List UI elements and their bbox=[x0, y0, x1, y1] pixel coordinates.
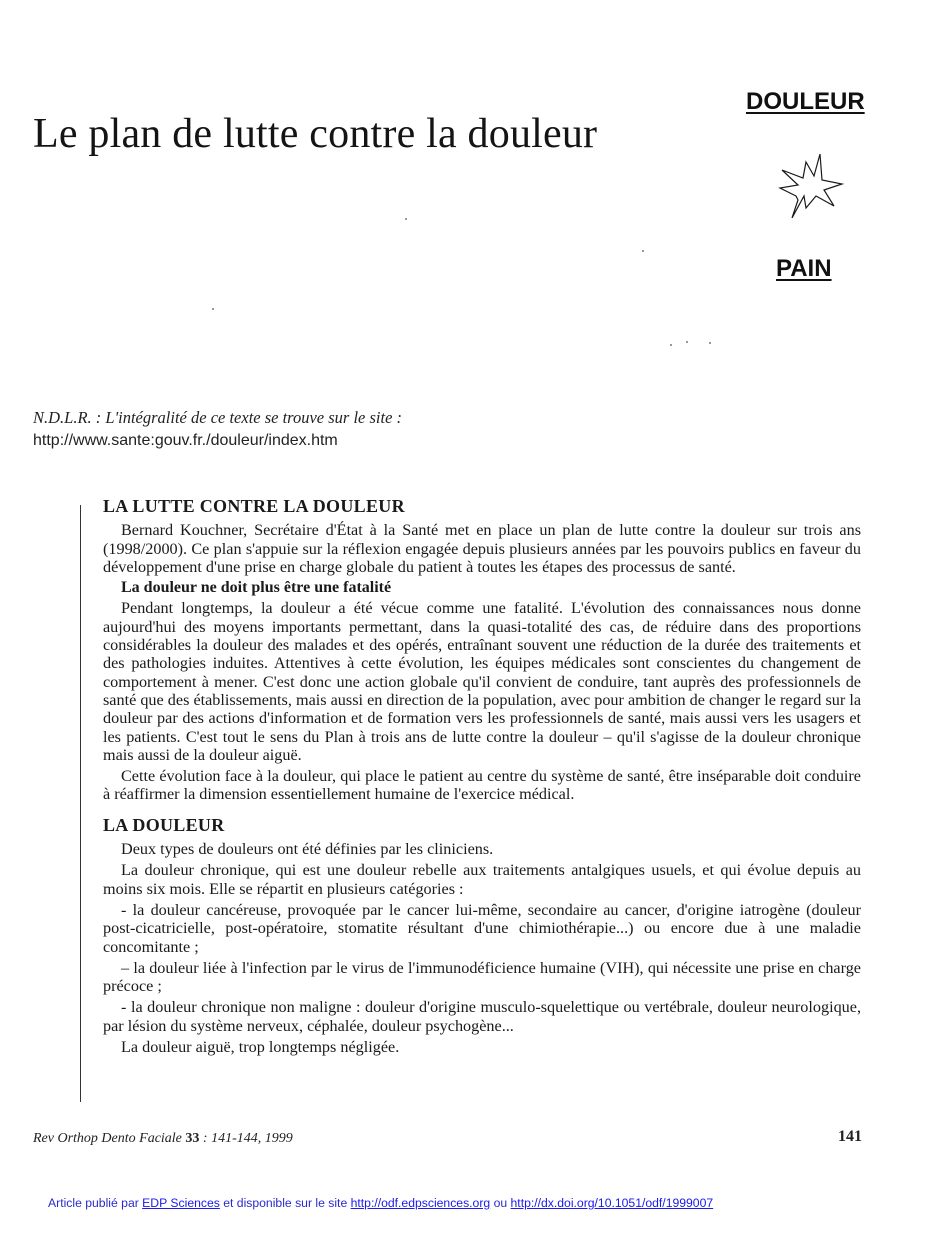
paragraph: Pendant longtemps, la douleur a été vécue comme une fatalité. L'évolution des connaissances nous donne aujourd'hui des moyens importants permettant, dans la quasi-totalité des cas, de réduire dans des proportions considérables la douleur des malades et des opérés, entraînant souvent une réduction de la durée des traitements et des pathologies induites. Attentives à cette évolution, les équipes médicales sont conscientes du changement de comportement à mener. C'est donc une action globale qu'il convient de conduire, tant auprès des professionnels de santé que des établissements, mais aussi en direction de la population, avec pour ambition de changer le regard sur la douleur par des actions d'information et de formation vers les professionnels de santé, mais aussi vers les usagers et les patients. C'est tout le sens du Plan à trois ans de lutte contre la douleur – qu'il s'agisse de la douleur chronique mais aussi de la douleur aiguë. bbox=[103, 599, 861, 764]
journal-reference bbox=[33, 1131, 293, 1147]
paragraph: Bernard Kouchner, Secrétaire d'État à la Santé met en place un plan de lutte contre la douleur sur trois ans (1998/2000). Ce plan s'appuie sur la réflexion engagée depuis plusieurs années par les pouvoirs publics en faveur du développement d'une prise en charge globale du patient à toutes les étapes des processus de santé. bbox=[103, 521, 861, 576]
paragraph: La douleur aiguë, trop longtemps négligée. bbox=[121, 1038, 400, 1057]
scan-speck bbox=[670, 344, 672, 346]
paragraph: La douleur chronique, qui est une douleur rebelle aux traitements antalgiques usuels, et qui évolue depuis au moins six mois. Elle se répartit en plusieurs catégories : bbox=[103, 861, 861, 898]
column-rule bbox=[80, 505, 81, 1102]
article-body bbox=[103, 497, 861, 1059]
publisher-or: ou bbox=[490, 1196, 511, 1210]
journal-pages: : 141-144, 1999 bbox=[199, 1131, 293, 1146]
editor-note: N.D.L.R. : L'intégralité de ce texte se trouve sur le site : bbox=[33, 408, 403, 427]
publisher-prefix: Article publié par bbox=[48, 1196, 143, 1210]
section-heading: LA DOULEUR bbox=[103, 814, 225, 835]
paragraph: Deux types de douleurs ont été définies par les cliniciens. bbox=[121, 840, 494, 859]
journal-volume: 33 bbox=[185, 1131, 200, 1146]
pain-tag: PAIN bbox=[776, 255, 832, 282]
publisher-line bbox=[48, 1196, 713, 1210]
scan-speck bbox=[642, 250, 644, 252]
page-title: Le plan de lutte contre la douleur bbox=[33, 111, 598, 157]
list-item: - la douleur cancéreuse, provoquée par le cancer lui-même, secondaire au cancer, d'origine iatrogène (douleur post-cicatricielle, post-opératoire, stomatite résultant d'une chimiothérapie...) ou encore due à une maladie concomitante ; bbox=[103, 900, 861, 956]
scan-speck bbox=[405, 218, 407, 220]
publisher-middle: et disponible sur le site bbox=[219, 1196, 351, 1210]
list-item: - la douleur chronique non maligne : douleur d'origine musculo-squelettique ou vertébrale, douleur neurologique, par lésion du système nerveux, céphalée, douleur psychogène... bbox=[103, 998, 861, 1035]
pain-burst-icon bbox=[776, 150, 846, 222]
scan-speck bbox=[686, 341, 688, 343]
doi-link[interactable]: http://dx.doi.org/10.1051/odf/1999007 bbox=[510, 1196, 714, 1210]
scan-speck bbox=[212, 308, 214, 310]
source-url: http://www.sante:gouv.fr./douleur/index.htm bbox=[33, 432, 338, 449]
list-item: – la douleur liée à l'infection par le virus de l'immunodéficience humaine (VIH), qui nécessite une prise en charge précoce ; bbox=[103, 958, 861, 996]
scan-speck bbox=[709, 342, 711, 344]
douleur-tag: DOULEUR bbox=[746, 88, 865, 115]
edp-sciences-link[interactable]: EDP Sciences bbox=[142, 1196, 220, 1210]
paragraph: Cette évolution face à la douleur, qui place le patient au centre du système de santé, être inséparable doit conduire à réaffirmer la dimension essentiellement humaine de l'exercice médical. bbox=[103, 767, 861, 804]
section-heading: LA LUTTE CONTRE LA DOULEUR bbox=[103, 496, 405, 516]
page-number: 141 bbox=[838, 1128, 862, 1145]
site-link[interactable]: http://odf.edpsciences.org bbox=[350, 1196, 491, 1210]
subheading: La douleur ne doit plus être une fatalité bbox=[121, 579, 392, 597]
journal-name: Rev Orthop Dento Faciale bbox=[33, 1131, 182, 1146]
